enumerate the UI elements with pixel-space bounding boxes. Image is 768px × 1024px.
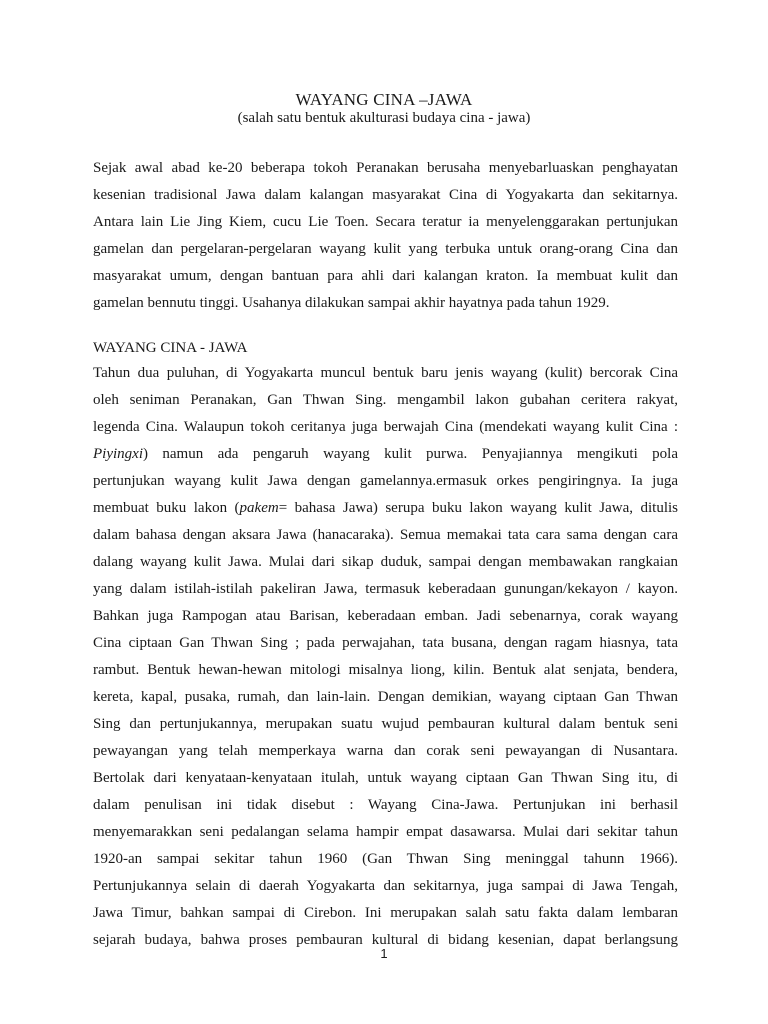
- page-number: 1: [380, 946, 388, 961]
- text-line: 1920-an sampai sekitar tahun 1960 (Gan Thwan Sing meninggal tahunn 1966).: [93, 851, 678, 867]
- document-subtitle: (salah satu bentuk akulturasi budaya cina - jawa): [237, 110, 531, 126]
- text-line: Jawa Timur, bahkan sampai di Cirebon. Ini merupakan salah satu fakta dalam lembaran: [93, 905, 678, 921]
- text-line: Bertolak dari kenyataan-kenyataan itulah, untuk wayang ciptaan Gan Thwan Sing itu, di: [93, 770, 678, 786]
- text-line: Bahkan juga Rampogan atau Barisan, keberadaan emban. Jadi sebenarnya, corak wayang: [93, 608, 678, 624]
- text-line: menyemarakkan seni pedalangan selama hampir empat dasawarsa. Mulai dari sekitar tahun: [93, 824, 678, 840]
- italic-term: Piyingxi: [93, 446, 143, 462]
- text-line: rambut. Bentuk hewan-hewan mitologi misalnya liong, kilin. Bentuk alat senjata, bendera,: [93, 662, 678, 678]
- text-line: kesenian tradisional Jawa dalam kalangan masyarakat Cina di Yogyakarta dan sekitarnya.: [93, 187, 678, 203]
- text-line: gamelan dan pergelaran-pergelaran wayang kulit yang terbuka untuk orang-orang Cina dan: [93, 241, 678, 257]
- text-line: Sing dan pertunjukannya, merupakan suatu wujud pembauran kultural dalam bentuk seni: [93, 716, 678, 732]
- text-fragment: membuat buku lakon (: [93, 500, 240, 516]
- text-line: pewayangan yang telah memperkaya warna dan corak seni pewayangan di Nusantara.: [93, 743, 678, 759]
- italic-term: pakem: [239, 500, 279, 516]
- text-line-italic-term: [93, 441, 678, 468]
- text-line: Pertunjukannya selain di daerah Yogyakarta dan sekitarnya, juga sampai di Jawa Tengah,: [93, 878, 678, 894]
- text-fragment: ) namun ada pengaruh wayang kulit purwa. Penyajiannya mengikuti pola: [142, 446, 678, 462]
- text-line: dalang wayang kulit Jawa. Mulai dari sikap duduk, sampai dengan membawakan rangkaian: [93, 554, 678, 570]
- text-line: dalam penulisan ini tidak disebut : Wayang Cina-Jawa. Pertunjukan ini berhasil: [93, 797, 678, 813]
- text-line: gamelan bennutu tinggi. Usahanya dilakukan sampai akhir hayatnya pada tahun 1929.: [93, 295, 610, 311]
- text-fragment: = bahasa Jawa) serupa buku lakon wayang kulit Jawa, ditulis: [278, 500, 679, 516]
- text-line: dalam bahasa dengan aksara Jawa (hanacaraka). Semua memakai tata cara sama dengan cara: [93, 527, 678, 543]
- text-line: kereta, kapal, pusaka, rumah, dan lain-lain. Dengan demikian, wayang ciptaan Gan Thwan: [93, 689, 678, 705]
- text-line-italic-term: [93, 495, 678, 522]
- document-title: WAYANG CINA –JAWA: [295, 90, 473, 109]
- text-line: Antara lain Lie Jing Kiem, cucu Lie Toen. Secara teratur ia menyelenggarakan pertunjukan: [93, 214, 678, 230]
- text-line: pertunjukan wayang kulit Jawa dengan gamelannya.ermasuk orkes pengiringnya. Ia juga: [93, 473, 678, 489]
- section-heading: WAYANG CINA - JAWA: [93, 340, 248, 356]
- text-line: Cina ciptaan Gan Thwan Sing ; pada perwajahan, tata busana, dengan ragam hiasnya, tata: [93, 635, 678, 651]
- text-line: legenda Cina. Walaupun tokoh ceritanya juga berwajah Cina (mendekati wayang kulit Cina :: [93, 419, 678, 435]
- text-line: masyarakat umum, dengan bantuan para ahli dari kalangan kraton. Ia membuat kulit dan: [93, 268, 678, 284]
- text-line: Tahun dua puluhan, di Yogyakarta muncul bentuk baru jenis wayang (kulit) bercorak Cina: [93, 365, 678, 381]
- paragraph-intro: [93, 155, 678, 317]
- text-line: oleh seniman Peranakan, Gan Thwan Sing. mengambil lakon gubahan ceritera rakyat,: [93, 392, 678, 408]
- text-line: sejarah budaya, bahwa proses pembauran kultural di bidang kesenian, dapat berlangsung: [93, 932, 678, 948]
- text-line: yang dalam istilah-istilah pakeliran Jawa, termasuk keberadaan gunungan/kekayon / kayon.: [93, 581, 678, 597]
- paragraph-main: [93, 360, 678, 954]
- text-line: Sejak awal abad ke-20 beberapa tokoh Peranakan berusaha menyebarluaskan penghayatan: [93, 160, 678, 176]
